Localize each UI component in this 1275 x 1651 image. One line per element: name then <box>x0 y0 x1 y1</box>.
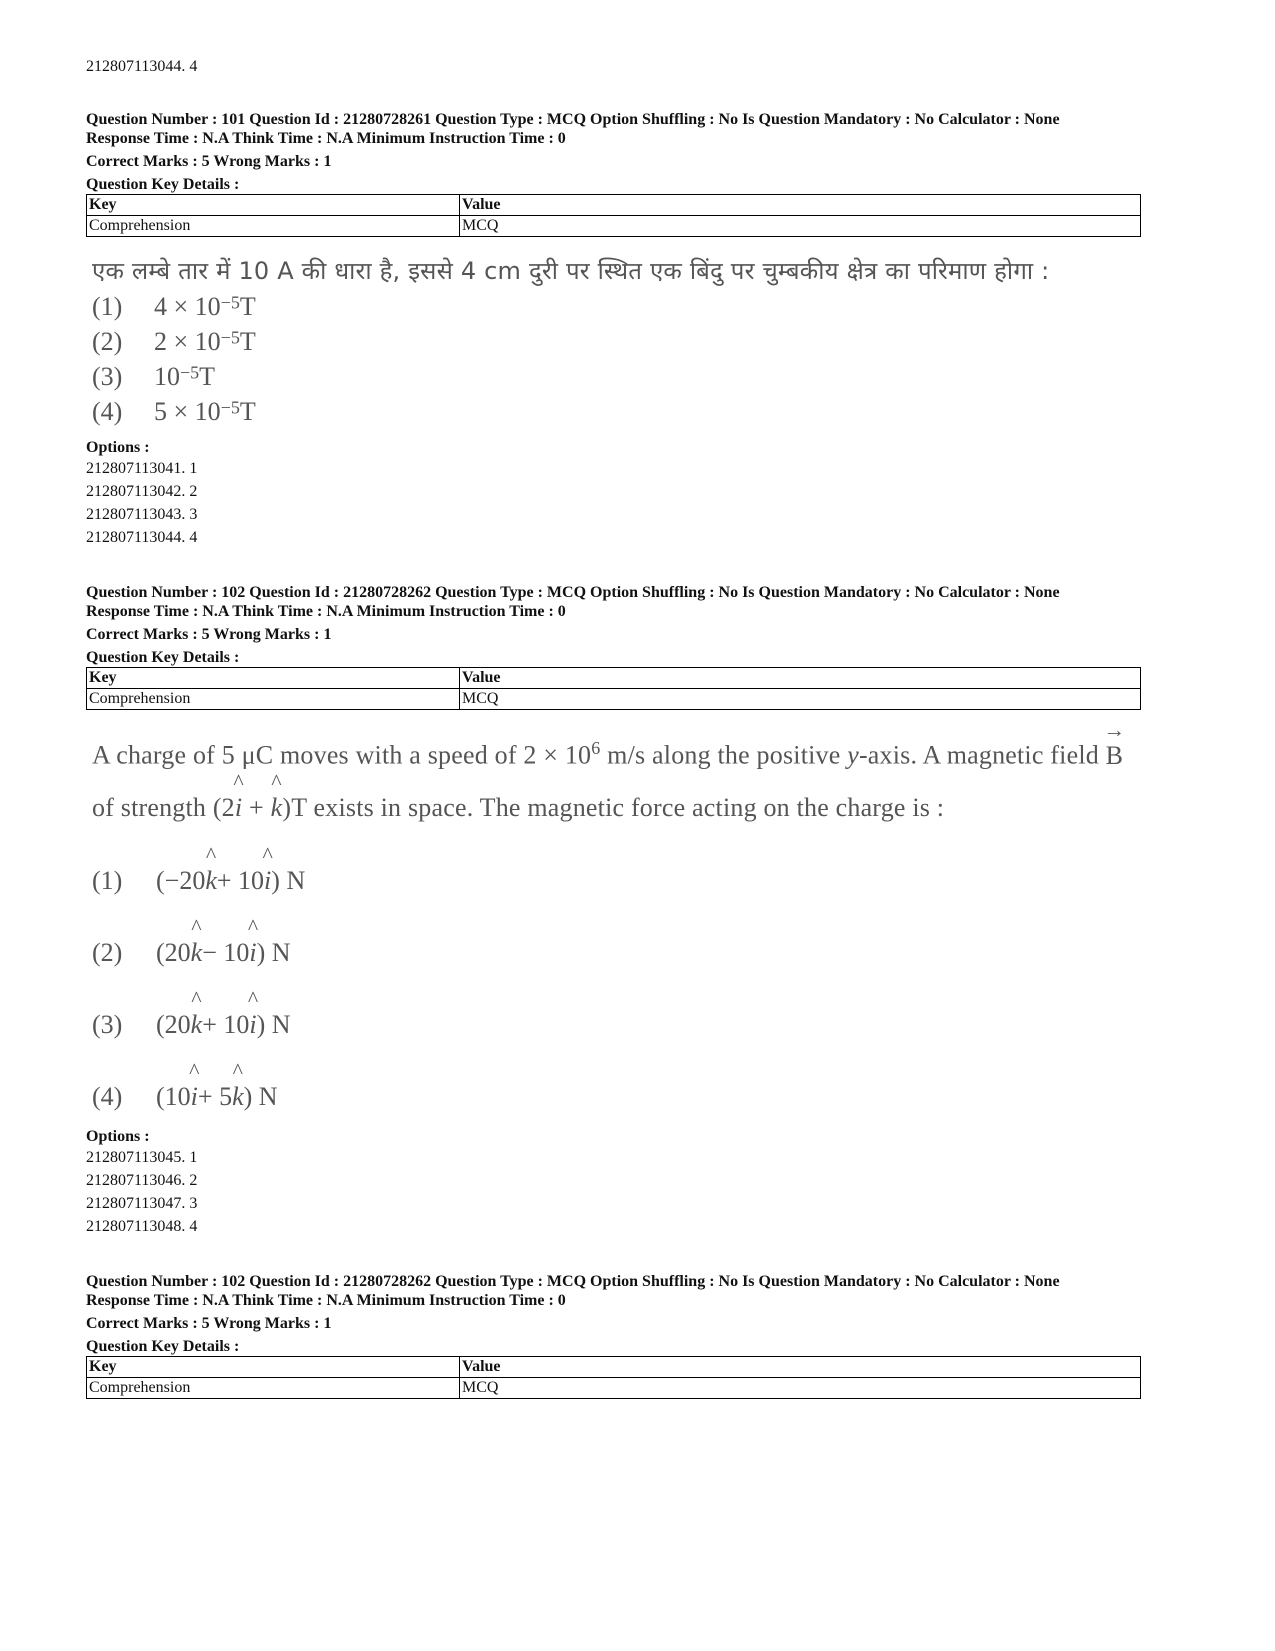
question-key-details-label: Question Key Details : <box>86 649 240 666</box>
question-timing: Response Time : N.A Think Time : N.A Minimum Instruction Time : 0 <box>86 130 566 147</box>
table-header-value: Value <box>460 668 1141 689</box>
q101-options-block <box>86 438 1141 549</box>
question-102-repeat-block <box>86 1272 1141 1399</box>
option-id: 212807113043. 3 <box>86 506 198 523</box>
options-label: Options : <box>86 439 150 456</box>
question-header: Question Number : 102 Question Id : 21280728262 Question Type : MCQ Option Shuffling : No Is Question Mandatory : No Calculator : None <box>86 584 1060 601</box>
table-header-value: Value <box>460 195 1141 216</box>
question-101-text: एक लम्बे तार में 10 A की धारा है, इससे 4 cm दुरी पर स्थित एक बिंदु पर चुम्बकीय क्षेत्र का परिमाण होगा : <box>92 257 1050 285</box>
table-cell-value: MCQ <box>460 1378 1141 1399</box>
question-key-table <box>86 194 1141 237</box>
question-marks: Correct Marks : 5 Wrong Marks : 1 <box>86 153 332 170</box>
question-marks: Correct Marks : 5 Wrong Marks : 1 <box>86 1315 332 1332</box>
table-cell-value: MCQ <box>460 216 1141 237</box>
option-id: 212807113042. 2 <box>86 483 198 500</box>
q102-choice-2: (2) (20^ k− 10^ i) N <box>92 938 291 968</box>
table-cell-key: Comprehension <box>87 689 460 710</box>
q101-choice-3: (3) $10^{-5}T$ <box>92 362 216 391</box>
question-101-block <box>86 110 1141 237</box>
question-timing: Response Time : N.A Think Time : N.A Minimum Instruction Time : 0 <box>86 1292 566 1309</box>
q101-choice-2: (2) $2 \times 10^{-5}T$ <box>92 327 256 356</box>
question-header: Question Number : 101 Question Id : 21280728261 Question Type : MCQ Option Shuffling : No Is Question Mandatory : No Calculator : None <box>86 111 1060 128</box>
q101-choice-4: (4) $5 \times 10^{-5}T$ <box>92 397 256 426</box>
q102-choice-3: (3) (20^ k+ 10^ i) N <box>92 1010 291 1040</box>
question-key-details-label: Question Key Details : <box>86 176 240 193</box>
q102-options-block <box>86 1127 1141 1238</box>
table-header-value: Value <box>460 1357 1141 1378</box>
option-id: 212807113047. 3 <box>86 1195 198 1212</box>
previous-option-line: 212807113044. 4 <box>86 58 198 75</box>
q102-choice-1: (1) (−20^ k+ 10^ i) N <box>92 866 305 896</box>
question-key-details-label: Question Key Details : <box>86 1338 240 1355</box>
vector-b-symbol: → B <box>1106 741 1124 771</box>
question-102-line-1: A charge of 5 μC moves with a speed of $2 \times 10^6$ m/s along the positive y-axis. A magnetic field → B <box>92 738 1123 771</box>
q101-choice-1: (1) $4 \times 10^{-5}T$ <box>92 292 256 321</box>
table-header-key: Key <box>87 195 460 216</box>
q102-choice-4: (4) (10^ i+ 5^ k) N <box>92 1082 278 1112</box>
option-id: 212807113045. 1 <box>86 1149 198 1166</box>
table-header-key: Key <box>87 1357 460 1378</box>
question-header: Question Number : 102 Question Id : 21280728262 Question Type : MCQ Option Shuffling : No Is Question Mandatory : No Calculator : None <box>86 1273 1060 1290</box>
table-cell-key: Comprehension <box>87 1378 460 1399</box>
question-102-block <box>86 583 1141 710</box>
question-timing: Response Time : N.A Think Time : N.A Minimum Instruction Time : 0 <box>86 603 566 620</box>
option-id: 212807113048. 4 <box>86 1218 198 1235</box>
table-cell-key: Comprehension <box>87 216 460 237</box>
option-id: 212807113041. 1 <box>86 460 198 477</box>
option-id: 212807113044. 4 <box>86 529 198 546</box>
options-label: Options : <box>86 1128 150 1145</box>
question-key-table <box>86 667 1141 710</box>
table-header-key: Key <box>87 668 460 689</box>
option-id: 212807113046. 2 <box>86 1172 198 1189</box>
table-cell-value: MCQ <box>460 689 1141 710</box>
question-102-line-2: of strength (2^ i + ^ k)T exists in space. The magnetic force acting on the charge is : <box>92 793 944 823</box>
question-marks: Correct Marks : 5 Wrong Marks : 1 <box>86 626 332 643</box>
question-key-table <box>86 1356 1141 1399</box>
